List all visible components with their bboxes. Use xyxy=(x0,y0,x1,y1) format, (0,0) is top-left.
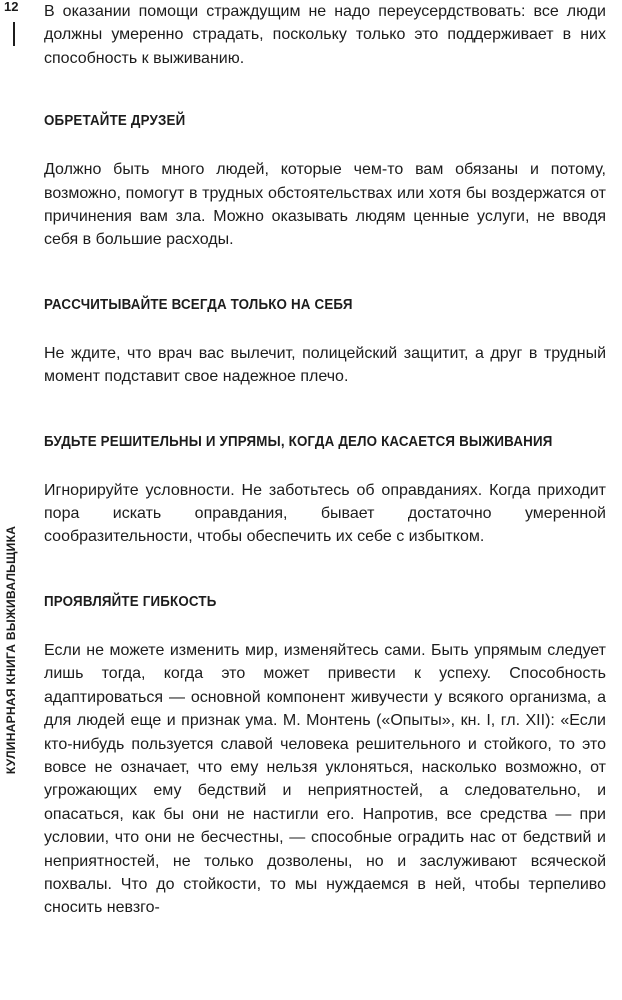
paragraph-find-friends: Должно быть много людей, которые чем-то вам обязаны и потому, возможно, помогут в трудных обстоятельствах или хотя бы воздержатся от причинения вам зла. Можно оказывать людям ценные услуги, не вводя себя в большие расходы. xyxy=(44,161,606,249)
body-text xyxy=(44,0,606,920)
page-number: 12 xyxy=(4,0,19,14)
heading-find-friends: ОБРЕТАЙТЕ ДРУЗЕЙ xyxy=(44,113,186,130)
running-head-text: КУЛИНАРНАЯ КНИГА ВЫЖИВАЛЬЩИКА xyxy=(4,525,19,775)
heading-be-flexible: ПРОЯВЛЯЙТЕ ГИБКОСТЬ xyxy=(44,593,217,610)
paragraph-rely-on-self: Не ждите, что врач вас вылечит, полицейский защитит, а друг в трудный момент подставит свое надежное плечо. xyxy=(44,344,606,386)
paragraph-intro: В оказании помощи страждущим не надо переусердствовать: все люди должны умеренно страдать, поскольку только это поддерживает в них способность к выживанию. xyxy=(44,3,606,67)
running-head xyxy=(2,440,20,860)
heading-be-decisive: БУДЬТЕ РЕШИТЕЛЬНЫ И УПРЯМЫ, КОГДА ДЕЛО КАСАЕТСЯ ВЫЖИВАНИЯ xyxy=(44,433,553,450)
spine-rule xyxy=(13,22,15,46)
paragraph-be-flexible: Если не можете изменить мир, изменяйтесь сами. Быть упрямым следует лишь тогда, когда это может привести к успеху. Способность адаптироваться — основной компонент живучести у всякого организма, а для людей еще и признак ума. М. Монтень («Опыты», кн. I, гл. XII): «Если кто-нибудь пользуется славой человека решительного и стойкого, то это вовсе не означает, что ему нельзя уклоняться, насколько возможно, от угрожающих ему бедствий и неприятностей, а следовательно, и опасаться, как бы они не настигли его. Напротив, все средства — при условии, что они не бесчестны, — способные оградить нас от бедствий и неприятностей, не только дозволены, но и заслуживают всяческой похвалы. Что до стойкости, то мы нуждаемся в ней, чтобы терпеливо сносить невзго- xyxy=(44,641,606,917)
heading-rely-on-self: РАССЧИТЫВАЙТЕ ВСЕГДА ТОЛЬКО НА СЕБЯ xyxy=(44,296,353,313)
paragraph-be-decisive: Игнорируйте условности. Не заботьтесь об оправданиях. Когда приходит пора искать оправдания, бывает достаточно умеренной сообразительности, чтобы обеспечить их себе с избытком. xyxy=(44,481,606,546)
